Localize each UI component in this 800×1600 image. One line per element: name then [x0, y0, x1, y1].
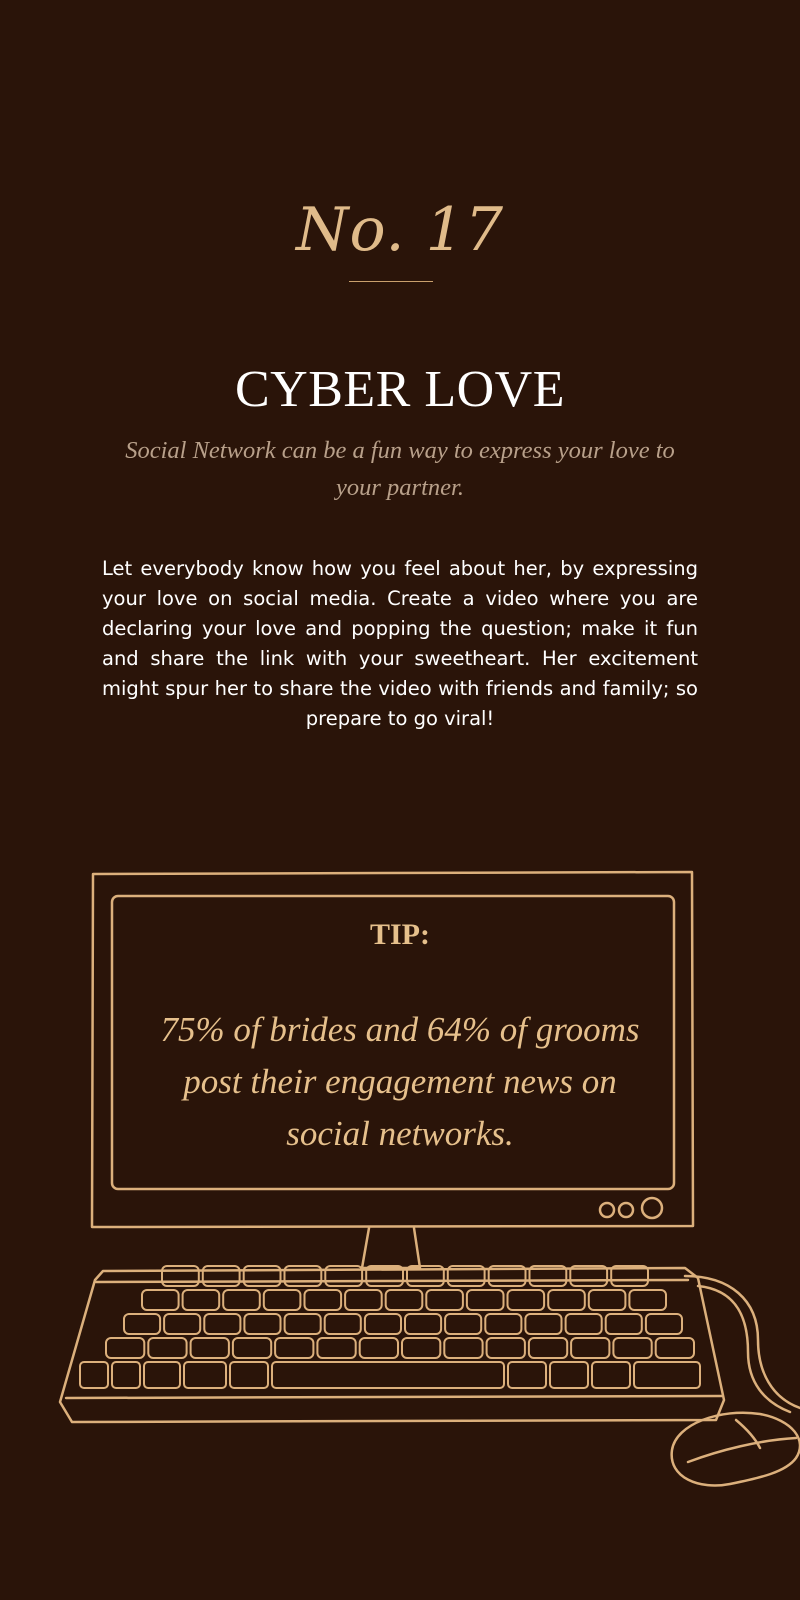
keyboard-key — [467, 1290, 504, 1310]
keyboard-key — [634, 1362, 700, 1388]
keyboard-key — [275, 1338, 313, 1358]
keyboard-key — [244, 1314, 280, 1334]
keyboard-key — [571, 1338, 609, 1358]
tip-text: 75% of brides and 64% of grooms post their engagement news on social networks. — [160, 1010, 640, 1153]
keyboard-key — [204, 1314, 240, 1334]
mouse — [672, 1413, 800, 1486]
keyboard-key — [345, 1290, 382, 1310]
keyboard-key — [613, 1338, 651, 1358]
keyboard-key — [142, 1290, 179, 1310]
keyboard-key — [629, 1290, 666, 1310]
keyboard-key — [106, 1338, 144, 1358]
keyboard-key — [589, 1290, 626, 1310]
keyboard-key — [487, 1338, 525, 1358]
keyboard-key — [444, 1338, 482, 1358]
page-title: CYBER LOVE — [235, 361, 565, 418]
keyboard-key — [548, 1290, 585, 1310]
keyboard-key — [148, 1338, 186, 1358]
keyboard-key — [285, 1314, 321, 1334]
keyboard-key — [230, 1362, 268, 1388]
tip-label: TIP: — [370, 918, 430, 951]
keyboard-key — [325, 1314, 361, 1334]
keyboard-key — [317, 1338, 355, 1358]
keyboard-key — [656, 1338, 694, 1358]
keyboard-key — [592, 1362, 630, 1388]
keyboard-key — [386, 1290, 423, 1310]
body-paragraph: Let everybody know how you feel about her, by expressing your love on social media. Create a video where you are declaring your love and popping the question; make it fun and share the link with your sweetheart. Her excitement might spur her to share the video with friends and family; so prepare to go viral! — [102, 557, 698, 730]
keyboard-key — [606, 1314, 642, 1334]
keyboard-key — [124, 1314, 160, 1334]
keyboard-key — [508, 1290, 545, 1310]
keyboard-key — [525, 1314, 561, 1334]
keyboard-key — [550, 1362, 588, 1388]
keyboard-key — [203, 1266, 240, 1286]
keyboard-key — [485, 1314, 521, 1334]
page-subtitle: Social Network can be a fun way to express your love to your partner. — [125, 437, 675, 501]
monitor-button — [600, 1203, 614, 1217]
monitor-button — [642, 1198, 662, 1218]
keyboard-key — [223, 1290, 260, 1310]
keyboard-key — [365, 1314, 401, 1334]
keyboard-key — [191, 1338, 229, 1358]
keyboard-key — [112, 1362, 140, 1388]
keyboard-key — [164, 1314, 200, 1334]
keyboard-spacebar — [272, 1362, 504, 1388]
keyboard-key — [646, 1314, 682, 1334]
keyboard-key — [183, 1290, 220, 1310]
monitor-button — [619, 1203, 633, 1217]
keyboard-key — [508, 1362, 546, 1388]
keyboard-key — [144, 1362, 180, 1388]
keyboard-key — [233, 1338, 271, 1358]
page-number: No. 17 — [295, 195, 505, 265]
keyboard-key — [445, 1314, 481, 1334]
monitor-stand — [362, 1228, 420, 1268]
keyboard-key — [566, 1314, 602, 1334]
keyboard-key — [402, 1338, 440, 1358]
keyboard-key — [264, 1290, 301, 1310]
computer-illustration-icon — [0, 860, 800, 1500]
keyboard-key — [184, 1362, 226, 1388]
divider — [349, 281, 433, 282]
keyboard-key — [80, 1362, 108, 1388]
keyboard-key — [360, 1338, 398, 1358]
keyboard-key — [405, 1314, 441, 1334]
keyboard-key — [529, 1338, 567, 1358]
keyboard-key — [305, 1290, 342, 1310]
keyboard-key — [426, 1290, 463, 1310]
